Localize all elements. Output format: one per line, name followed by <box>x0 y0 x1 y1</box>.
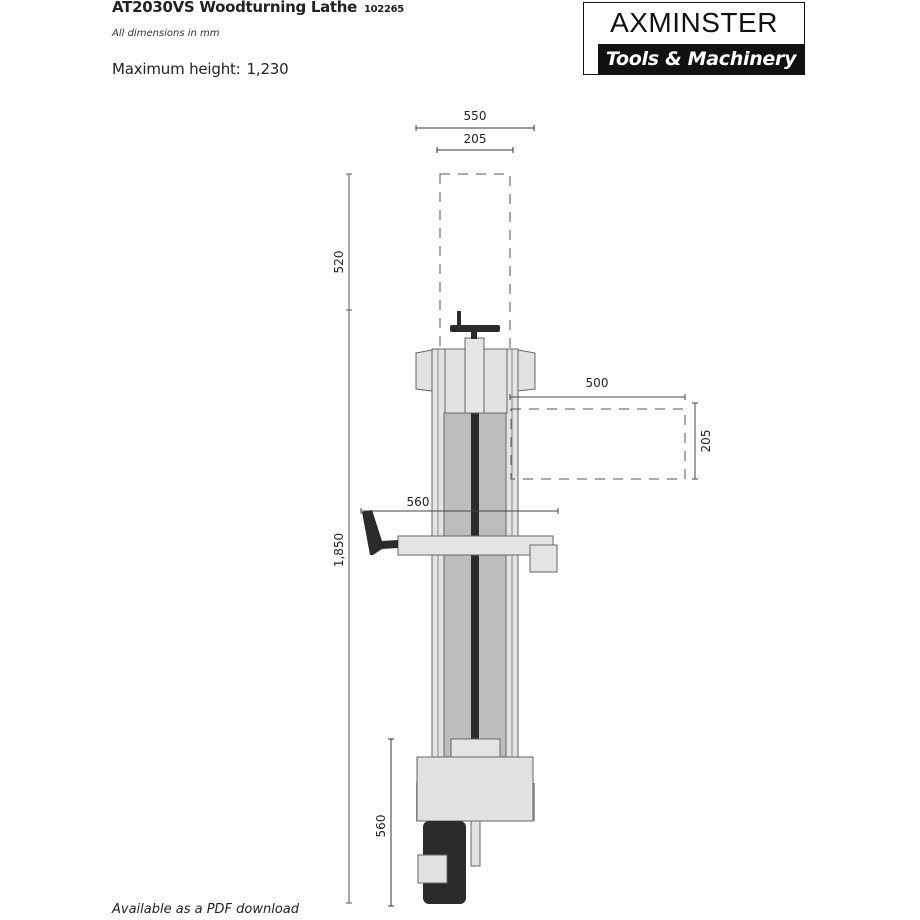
outrigger-outline <box>510 376 713 479</box>
product-name: AT2030VS Woodturning Lathe <box>112 0 358 16</box>
headstock <box>416 739 535 904</box>
dim-label-205-right: 205 <box>699 429 713 453</box>
maximum-height-value: 1,230 <box>246 60 289 78</box>
dim-label-205-top: 205 <box>463 132 487 146</box>
dim-label-560-toolrest: 560 <box>406 495 430 509</box>
dimension-top-outer <box>416 109 534 131</box>
pdf-download-note: Available as a PDF download <box>112 902 300 917</box>
dimension-1850 <box>332 310 352 903</box>
tailstock-handwheel-icon <box>450 325 500 332</box>
dim-label-520: 520 <box>332 250 346 274</box>
locking-lever-icon <box>362 510 398 555</box>
dim-label-550: 550 <box>463 109 487 123</box>
dim-label-560-headstock: 560 <box>374 814 388 838</box>
maximum-height-label: Maximum height: <box>112 60 241 78</box>
dimension-520 <box>332 174 352 310</box>
units-note: All dimensions in mm <box>112 28 220 39</box>
dimension-560-headstock <box>374 739 394 906</box>
logo-tagline: Tools & Machinery <box>598 44 804 74</box>
dim-label-500: 500 <box>585 376 609 390</box>
product-code: 102265 <box>363 4 404 15</box>
dimension-top-inner <box>437 132 513 153</box>
dim-label-1850: 1,850 <box>332 532 346 568</box>
logo-brand: AXMINSTER <box>610 7 778 38</box>
